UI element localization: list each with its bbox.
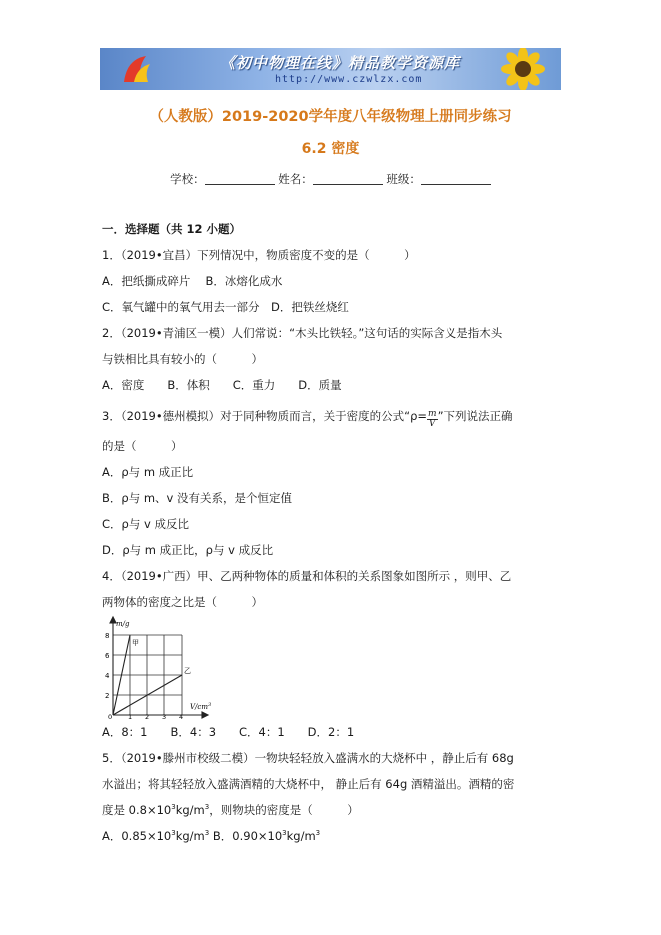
series-yi-label: 乙	[184, 667, 191, 675]
q4-options: A．8：1 B．4：3 C．4：1 D．2：1	[102, 725, 355, 739]
q5-opt-b-unit: kg/m	[286, 829, 316, 843]
x-tick-0: 0	[108, 713, 113, 720]
q1-stem: 1．（2019•宜昌）下列情况中，物质密度不变的是（ ）	[102, 248, 416, 262]
class-blank[interactable]	[421, 172, 491, 185]
class-label: 班级：	[386, 172, 421, 186]
q5-opt-a-pre: A．0.85×10	[102, 829, 172, 843]
y-tick-4: 4	[105, 672, 110, 680]
q3-option-b: B．ρ与 m、v 没有关系，是个恒定值	[102, 491, 293, 505]
section-title: 一．选择题（共 12 小题）	[102, 222, 242, 236]
logo-icon	[120, 52, 154, 86]
q4-stem-2: 两物体的密度之比是（ ）	[102, 595, 263, 609]
q5-options	[102, 829, 320, 843]
q5-unit: kg/m	[175, 803, 205, 817]
q5-stem-3-post: ，则物块的密度是（ ）	[209, 803, 359, 817]
q5-stem-2: 水溢出；将其轻轻放入盛满酒精的大烧杯中， 静止后有 64g 酒精溢出。酒精的密	[102, 777, 515, 791]
q2-stem-1: 2．（2019•青浦区一模）人们常说：“木头比铁轻。”这句话的实际含义是指木头	[102, 326, 503, 340]
x-tick-3: 3	[162, 713, 167, 720]
q5-opt-a-unit: kg/m	[175, 829, 205, 843]
banner-title: 《初中物理在线》精品教学资源库	[220, 54, 461, 72]
q2-options: A．密度 B．体积 C．重力 D．质量	[102, 378, 342, 392]
q3-option-d: D．ρ与 m 成正比，ρ与 v 成反比	[102, 543, 274, 557]
q3-option-a: A．ρ与 m 成正比	[102, 465, 194, 479]
q5-stem-3	[102, 803, 359, 817]
mass-volume-graph	[102, 615, 212, 720]
q5-exp-2: 3	[204, 803, 210, 811]
q5-stem-3-pre: 度是 0.8×10	[102, 803, 172, 817]
series-jia-label: 甲	[132, 639, 139, 647]
banner-url: http://www.czwlzx.com	[275, 74, 423, 85]
q5-stem-1: 5．（2019•滕州市校级二模）一物块轻轻放入盛满水的大烧杯中 ，静止后有 68g	[102, 751, 514, 765]
page-title: （人教版）2019-2020学年度八年级物理上册同步练习	[149, 109, 512, 125]
y-tick-8: 8	[105, 632, 110, 640]
q5-opt-a-exp-1: 3	[171, 829, 176, 837]
q5-opt-b-exp-2: 3	[315, 829, 321, 837]
x-axis-arrow	[202, 712, 208, 718]
school-blank[interactable]	[205, 172, 275, 185]
q3-stem-post: ”下列说法正确	[437, 409, 513, 423]
q5-opt-a-exp-2: 3	[204, 829, 210, 837]
page-subtitle: 6.2 密度	[301, 141, 360, 157]
x-axis-label: $V/cm^3$	[190, 702, 212, 711]
q3-option-c: C．ρ与 v 成反比	[102, 517, 189, 531]
y-tick-2: 2	[105, 692, 110, 700]
name-label: 姓名：	[278, 172, 313, 186]
q1-options-2: C．氧气罐中的氧气用去一部分 D．把铁丝烧红	[102, 300, 349, 314]
y-tick-6: 6	[105, 652, 110, 660]
name-blank[interactable]	[313, 172, 383, 185]
y-axis-label: m/g	[116, 620, 130, 628]
formula-numerator: m	[428, 409, 437, 419]
q3-stem-1	[102, 409, 513, 429]
q3-stem-2: 的是（ ）	[102, 439, 183, 453]
q5-opt-b-pre: B．0.90×10	[209, 829, 283, 843]
sunflower-icon	[493, 48, 553, 90]
q4-stem-1: 4．（2019•广西）甲、乙两种物体的质量和体积的关系图象如图所示 ，则甲、乙	[102, 569, 512, 583]
q2-stem-2: 与铁相比具有较小的（ ）	[102, 352, 263, 366]
x-tick-1: 1	[128, 713, 133, 720]
header-banner	[100, 48, 561, 90]
info-fields	[0, 171, 661, 187]
q1-options-1: A．把纸撕成碎片 B．冰熔化成水	[102, 274, 283, 288]
school-label: 学校：	[170, 172, 205, 186]
formula-denominator: V	[429, 419, 436, 429]
x-tick-4: 4	[179, 713, 184, 720]
density-formula	[427, 410, 438, 429]
q5-exp-1: 3	[171, 803, 176, 811]
x-tick-2: 2	[145, 713, 150, 720]
q5-opt-b-exp-1: 3	[282, 829, 287, 837]
q3-stem-pre: 3．（2019•德州模拟）对于同种物质而言，关于密度的公式“ρ=	[102, 409, 428, 423]
